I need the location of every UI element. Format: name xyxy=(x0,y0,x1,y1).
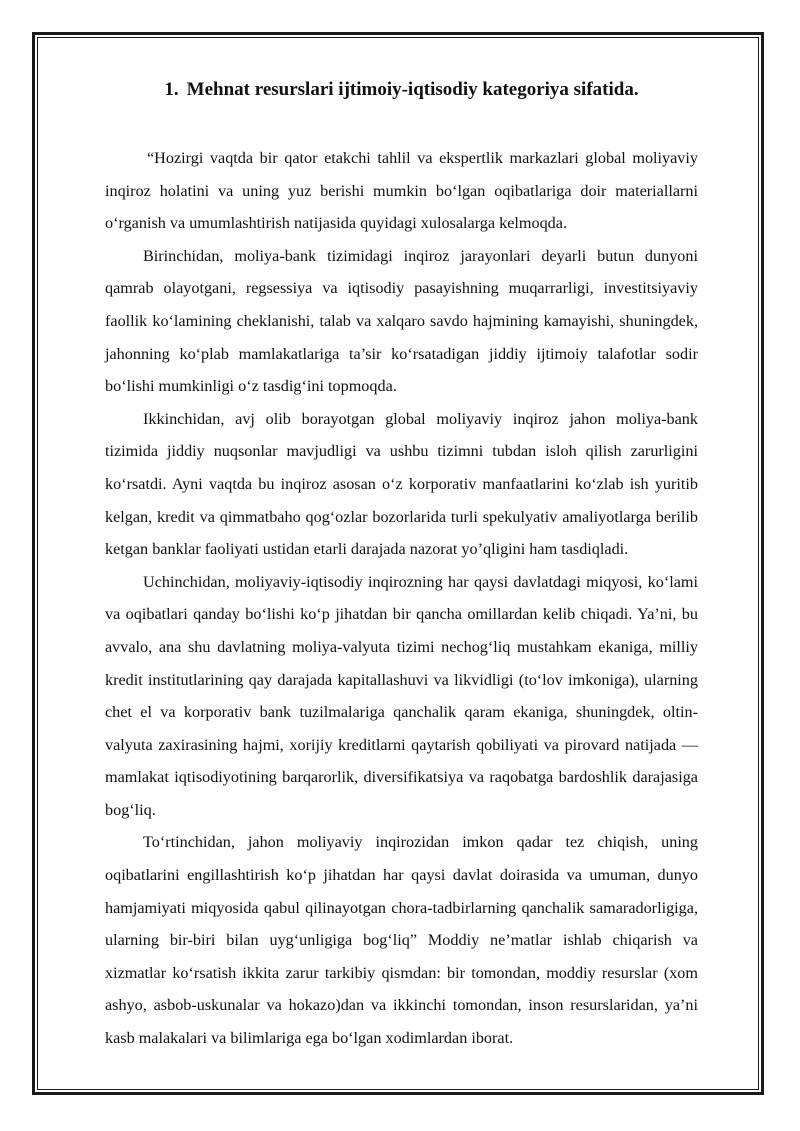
paragraph-fourth-point: To‘rtinchidan, jahon moliyaviy inqirozidan imkon qadar tez chiqish, uning oqibatlarini engillashtirish ko‘p jihatdan har qaysi davlat doirasida va umuman, dunyo hamjamiyati miqyosida qabul qilinayotgan chora-tadbirlarning qanchalik samaradorligiga, ularning bir-biri bilan uyg‘unligiga bog‘liq” Moddiy ne’matlar ishlab chiqarish va xizmatlar ko‘rsatish ikkita zarur tarkibiy qismdan: bir tomondan, moddiy resurslar (xom ashyo, asbob-uskunalar va hokazo)dan va ikkinchi tomondan, inson resurslaridan, ya’ni kasb malakalari va bilimlariga ega bo‘lgan xodimlardan iborat. xyxy=(105,833,698,1048)
paragraph-first-point: Birinchidan, moliya-bank tizimidagi inqiroz jarayonlari deyarli butun dunyoni qamrab olayotgani, regsessiya va iqtisodiy pasayishning muqarrarligi, investitsiyaviy faollik ko‘lamining cheklanishi, talab va xalqaro savdo hajmining kamayishi, shuningdek, jahonning ko‘plab mamlakatlariga ta’sir ko‘rsatadigan jiddiy ijtimoiy talafotlar sodir bo‘lishi mumkinligi o‘z tasdig‘ini topmoqda. xyxy=(105,246,698,396)
section-number: 1. xyxy=(164,79,179,100)
paragraph-third-point: Uchinchidan, moliyaviy-iqtisodiy inqirozning har qaysi davlatdagi miqyosi, ko‘lami va oqibatlari qanday bo‘lishi ko‘p jihatdan bir qancha omillardan kelib chiqadi. Ya’ni, bu avvalo, ana shu davlatning moliya-valyuta tizimi nechog‘liq mustahkam ekaniga, milliy kredit institutlarining qay darajada kapitallashuvi va likvidligi (to‘lov imkoniga), ularning chet el va korporativ bank tuzilmalariga qanchalik qaram ekaniga, shuningdek, oltin-valyuta zaxirasining hajmi, xorijiy kreditlarni qaytarish qobiliyati va pirovard natijada — mamlakat iqtisodiyotining barqarorlik, diversifikatsiya va raqobatga bardoshlik darajasiga bog‘liq. xyxy=(105,572,698,819)
document-body xyxy=(105,78,698,1055)
section-title xyxy=(105,78,698,102)
section-title-text: Mehnat resurslari ijtimoiy-iqtisodiy kategoriya sifatida. xyxy=(186,79,639,100)
paragraph-intro: “Hozirgi vaqtda bir qator etakchi tahlil va ekspertlik markazlari global moliyaviy inqiroz holatini va uning yuz berishi mumkin bo‘lgan oqibatlariga doir materiallarni o‘rganish va umumlashtirish natijasida quyidagi xulosalarga kelmoqda. xyxy=(105,149,698,233)
paragraph-second-point: Ikkinchidan, avj olib borayotgan global moliyaviy inqiroz jahon moliya-bank tizimida jiddiy nuqsonlar mavjudligi va ushbu tizimni tubdan isloh qilish zarurligini ko‘rsatdi. Ayni vaqtda bu inqiroz asosan o‘z korporativ manfaatlarini ko‘zlab ish yuritib kelgan, kredit va qimmatbaho qog‘ozlar bozorlarida turli spekulyativ amaliyotlarga berilib ketgan banklar faoliyati ustidan etarli darajada nazorat yo’qligini ham tasdiqladi. xyxy=(105,409,698,559)
